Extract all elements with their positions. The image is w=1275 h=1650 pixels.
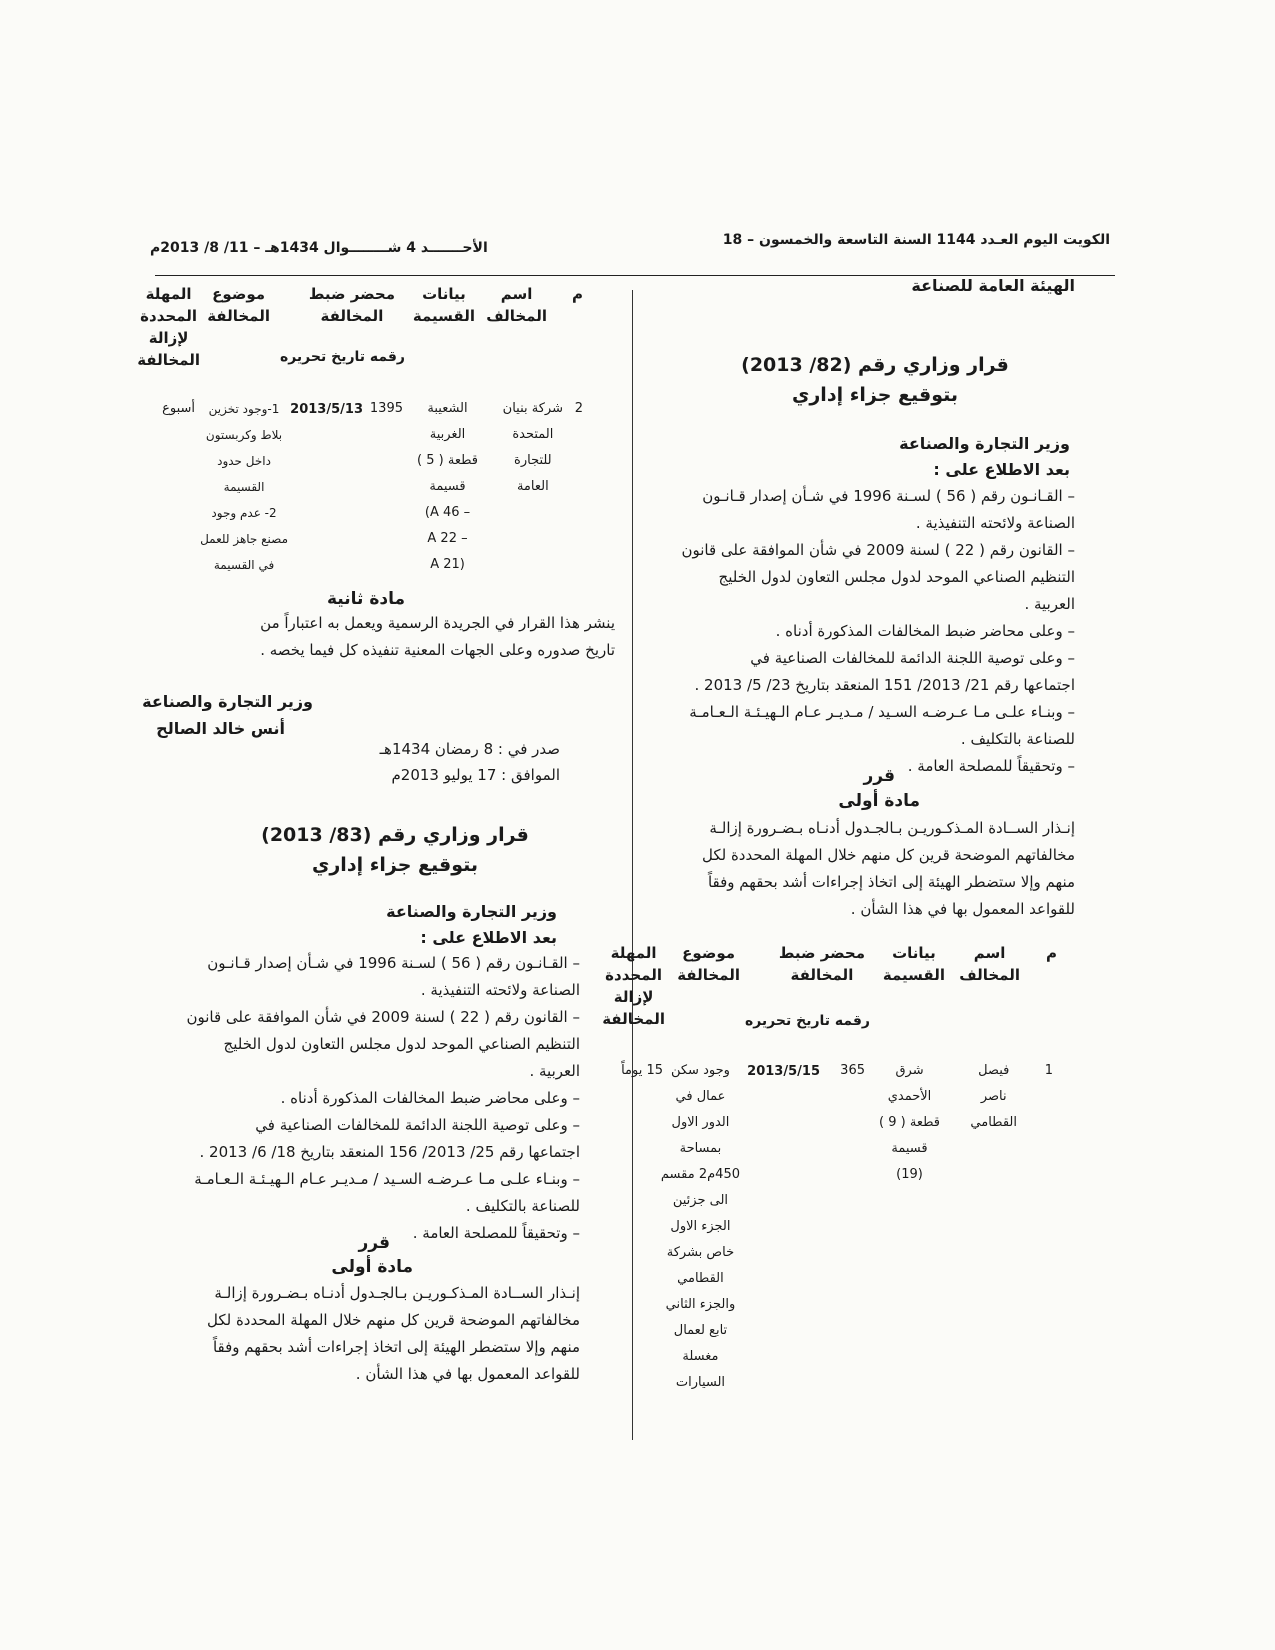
table2-header-report: محضر ضبط المخالفة: [308, 285, 395, 325]
decree-83-article-1: مادة أولى: [331, 1257, 413, 1277]
table2-row-report-no: 1395: [369, 401, 403, 416]
decree-82-number: قرار وزاري رقم (82/ 2013): [741, 354, 1009, 376]
table2-header-plot: بيانات القسيمة: [412, 285, 475, 325]
decree-83-clause-5: – وبنـاء علـى مـا عـرضـه السـيد / مـديـر عـام الـهيـئـة الـعـامـة للصناعة بالتكليف .: [194, 1170, 580, 1215]
table1-row-report-date: 2013/5/15: [747, 1064, 820, 1079]
authority-name: الهيئة العامة للصناعة: [911, 276, 1075, 295]
column-divider: [632, 290, 633, 1440]
decree-82-clauses: [635, 483, 1075, 780]
decree-82-after-review: بعد الاطلاع على :: [933, 460, 1070, 479]
table2-header-name: اسم المخالف: [486, 285, 547, 325]
table1-header-m: م: [1046, 944, 1057, 962]
decree-83-clause-1: – القـانـون رقم ( 56 ) لسـنة 1996 في شـأن إصدار قـانـون الصناعة ولائحته التنفيذية .: [207, 954, 580, 999]
decree-83-article-1-text: إنـذار الســادة المـذكـوريـن بـالجـدول أدنـاه بـضـرورة إزالـة مخالفاتهم الموضحة قرين كل منهم خلال المهلة المحددة لكل منهم وإلا ستضطر الهيئة إلى اتخاذ إجراءات أشد بحقهم وفقاً للقواعد المعمول بها في هذا الشأن .: [206, 1284, 580, 1383]
table1-header-plot: بيانات القسيمة: [882, 944, 945, 984]
decree-83-after-review: بعد الاطلاع على :: [420, 928, 557, 947]
decree-83-subject: بتوقيع جزاء إداري: [311, 854, 479, 876]
decree-82-article-1-text: إنـذار الســادة المـذكـوريـن بـالجـدول أدنـاه بـضـرورة إزالـة مخالفاتهم الموضحة قرين كل منهم خلال المهلة المحددة لكل منهم وإلا ستضطر الهيئة إلى اتخاذ إجراءات أشد بحقهم وفقاً للقواعد المعمول بها في هذا الشأن .: [701, 819, 1075, 918]
decree-83-title: [185, 820, 605, 880]
table2-row-deadline: أسبوع: [162, 401, 195, 416]
table2-header-m: م: [572, 285, 583, 303]
decree-82-clause-2: – القانون رقم ( 22 ) لسنة 2009 في شأن الموافقة على قانون التنظيم الصناعي الموحد لدول مجلس التعاون لدول الخليج العربية .: [681, 541, 1075, 613]
decree-83-clause-4: – وعلى توصية اللجنة الدائمة للمخالفات الصناعية في اجتماعها رقم 25/ 2013/ 156 المنعقد بتاريخ 18/ 6/ 2013 .: [199, 1116, 580, 1161]
decree-82-title: [675, 350, 1075, 410]
decree-82-article-2: مادة ثانية: [327, 589, 405, 609]
table1-row-plot: شرق الأحمدي قطعة ( 9 ) قسيمة (19): [879, 1063, 940, 1182]
table1-row-name: فيصل ناصر القطامي: [970, 1063, 1017, 1130]
table1-row-m: 1: [1044, 1063, 1053, 1078]
table2-row-subject: 1-وجود تخزين بلاط وكربستون داخل حدود القسيمة 2- عدم وجود مصنع جاهز للعمل في القسيمة: [200, 402, 288, 572]
header-date: الأحـــــــد 4 شــــــــوال 1434هـ – 11/ 8/ 2013م: [150, 240, 488, 256]
decree-82-signature-title: وزير التجارة والصناعة: [142, 692, 313, 711]
decree-82-equivalent: الموافق : 17 يوليو 2013م: [391, 766, 560, 784]
table2-header-deadline: المهلة المحددة لإزالة المخالفة: [137, 285, 200, 369]
table2-header-report-sub: رقمه تاريخ تحريره: [279, 349, 405, 365]
decree-82-signature-name: أنس خالد الصالح: [156, 719, 285, 738]
decree-82-article-2-text: ينشر هذا القرار في الجريدة الرسمية ويعمل به اعتباراً من تاريخ صدوره وعلى الجهات المعنية تنفيذه كل فيما يخصه .: [260, 614, 615, 659]
table1-row-subject: وجود سكن عمال في الدور الاول بمساحة 450م2 مقسم الى جزئين الجزء الاول خاص بشركة القطامي والجزء الثاني تابع لعمال مغسلة السيارات: [660, 1063, 740, 1390]
decree-82-clause-5: – وبنـاء علـى مـا عـرضـه السـيد / مـديـر عـام الـهيـئـة الـعـامـة للصناعة بالتكليف .: [689, 703, 1075, 748]
decree-83-number: قرار وزاري رقم (83/ 2013): [261, 824, 529, 846]
decree-82-minister: وزير التجارة والصناعة: [899, 434, 1070, 453]
table2-row-plot: الشعيبة الغربية قطعة ( 5 ) قسيمة – A 46) – A 22 (A 21: [417, 401, 478, 572]
decree-82-decided: قرر: [863, 766, 895, 786]
table2-row-report-date: 2013/5/13: [290, 402, 363, 417]
table1-header-report: محضر ضبط المخالفة: [778, 944, 865, 984]
table2-row-name: شركة بنيان المتحدة للتجارة العامة: [502, 401, 563, 494]
table1-row-deadline: 15 يوماً: [621, 1063, 663, 1078]
decree-82-subject: بتوقيع جزاء إداري: [791, 384, 959, 406]
table2-header-subject: موضوع المخالفة: [207, 285, 270, 325]
decree-82-clause-1: – القـانـون رقم ( 56 ) لسـنة 1996 في شـأن إصدار قـانـون الصناعة ولائحته التنفيذية .: [702, 487, 1075, 532]
table1-header-deadline: المهلة المحددة لإزالة المخالفة: [602, 944, 665, 1028]
table1-header-name: اسم المخالف: [959, 944, 1020, 984]
decree-83-minister: وزير التجارة والصناعة: [386, 902, 557, 921]
decree-83-clause-2: – القانون رقم ( 22 ) لسنة 2009 في شأن الموافقة على قانون التنظيم الصناعي الموحد لدول مجلس التعاون لدول الخليج العربية .: [186, 1008, 580, 1080]
table2-row-m: 2: [574, 401, 583, 416]
decree-82-issued: صدر في : 8 رمضان 1434هـ: [379, 740, 560, 758]
table1-header-subject: موضوع المخالفة: [677, 944, 740, 984]
decree-82-clause-3: – وعلى محاضر ضبط المخالفات المذكورة أدناه .: [775, 622, 1075, 640]
decree-83-clauses: [140, 950, 580, 1247]
decree-83-decided: قرر: [358, 1233, 390, 1253]
decree-83-clause-6: – وتحقيقاً للمصلحة العامة .: [412, 1224, 580, 1242]
decree-82-clause-4: – وعلى توصية اللجنة الدائمة للمخالفات الصناعية في اجتماعها رقم 21/ 2013/ 151 المنعقد بتاريخ 23/ 5/ 2013 .: [694, 649, 1075, 694]
table1-row-report-no: 365: [840, 1063, 865, 1078]
decree-82-article-1: مادة أولى: [838, 791, 920, 811]
decree-82-clause-6: – وتحقيقاً للمصلحة العامة .: [907, 757, 1075, 775]
decree-83-clause-3: – وعلى محاضر ضبط المخالفات المذكورة أدناه .: [280, 1089, 580, 1107]
table1-header-report-sub: رقمه تاريخ تحريره: [744, 1013, 870, 1029]
header-issue-info: الكويت اليوم العـدد 1144 السنة التاسعة والخمسون – 18: [722, 232, 1110, 248]
